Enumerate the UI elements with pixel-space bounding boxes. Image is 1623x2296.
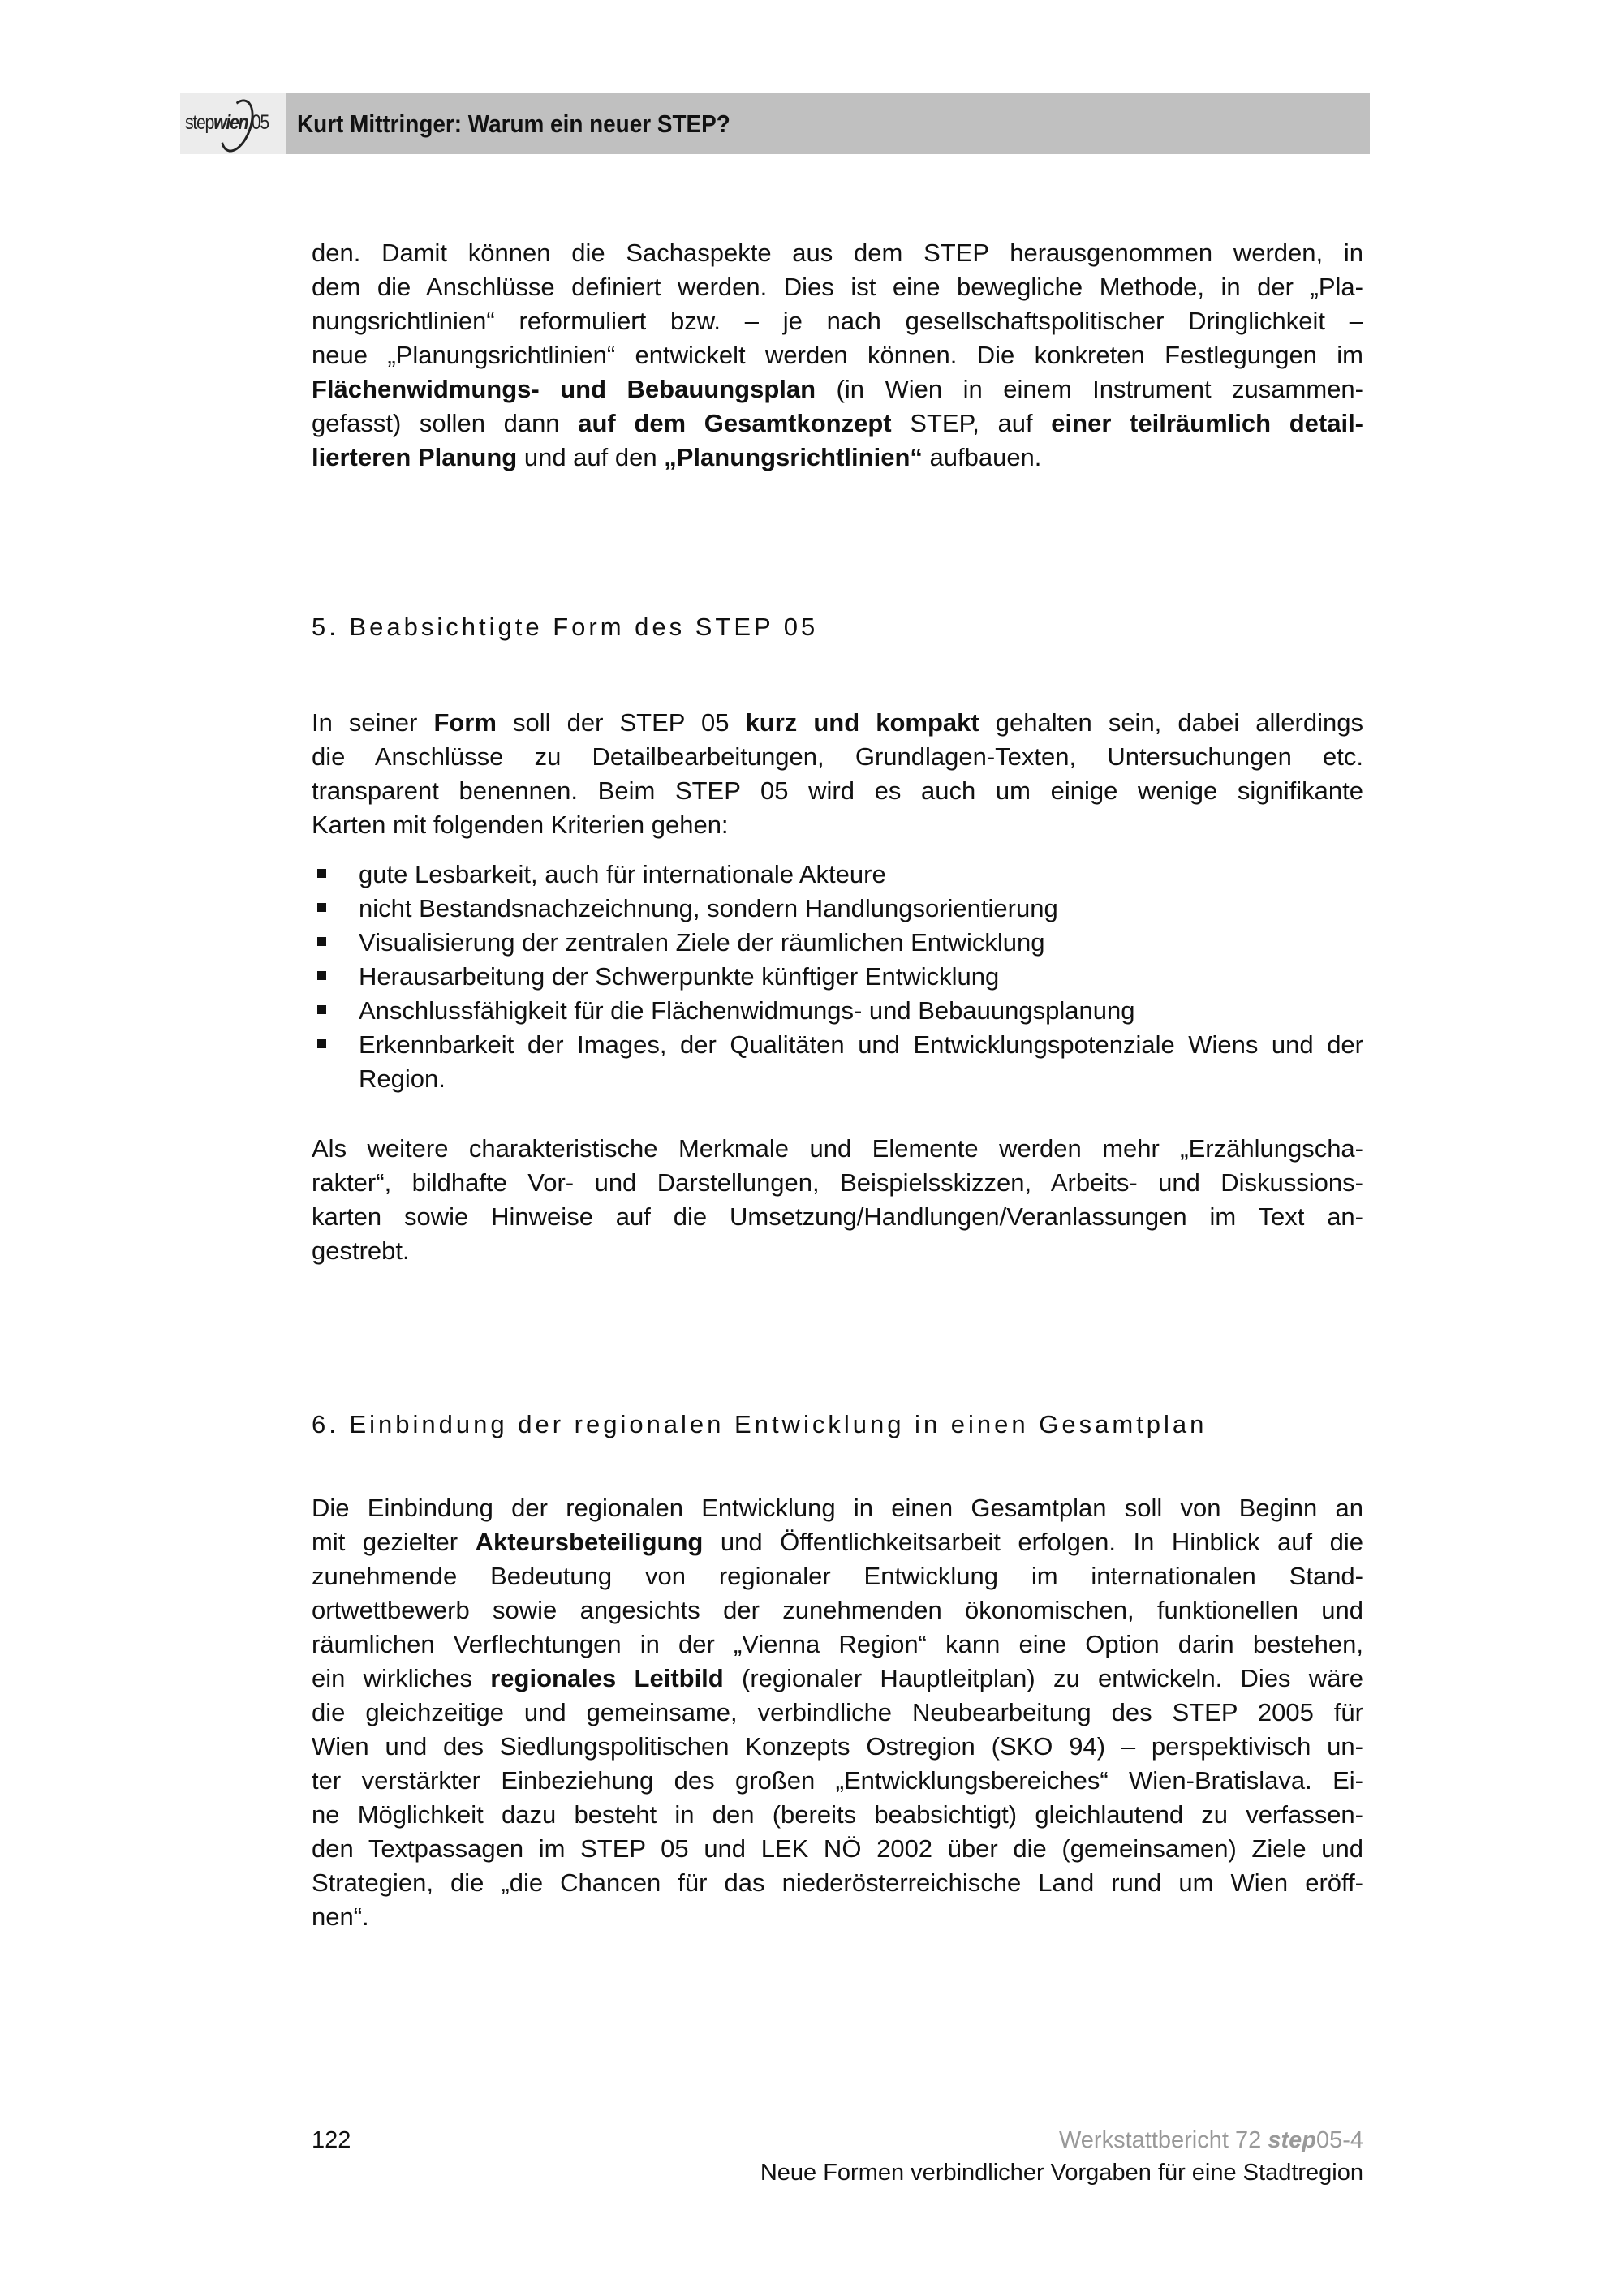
text-run: Karten mit folgenden Kriterien gehen: bbox=[312, 810, 729, 839]
section-heading-5: 5. Beabsichtigte Form des STEP 05 bbox=[312, 613, 819, 641]
text-run: nen“. bbox=[312, 1903, 369, 1931]
square-bullet-icon bbox=[317, 869, 326, 878]
text-run: Wien und des Siedlungspolitischen Konzepts Ostregion (SKO 94) – perspektivisch un- bbox=[312, 1732, 1363, 1761]
footer-series-step: step bbox=[1268, 2127, 1316, 2153]
text-line bbox=[312, 706, 1363, 740]
text-run: ein wirkliches bbox=[312, 1664, 491, 1692]
text-run: gefasst) sollen dann bbox=[312, 409, 579, 437]
bold-text-run: „Planungsrichtlinien“ bbox=[664, 443, 923, 471]
list-item-text: gute Lesbarkeit, auch für internationale Akteure bbox=[359, 860, 886, 888]
text-line bbox=[312, 1866, 1363, 1900]
text-line bbox=[312, 1234, 1363, 1268]
text-line bbox=[312, 1166, 1363, 1200]
text-run: karten sowie Hinweise auf die Umsetzung/Handlungen/Veranlassungen im Text an- bbox=[312, 1202, 1363, 1231]
list-item-text: Herausarbeitung der Schwerpunkte künftiger Entwicklung bbox=[359, 962, 1000, 991]
text-run: die Anschlüsse zu Detailbearbeitungen, Grundlagen-Texten, Untersuchungen etc. bbox=[312, 742, 1363, 771]
text-run: dem die Anschlüsse definiert werden. Dies ist eine bewegliche Methode, in der „Pla- bbox=[312, 273, 1363, 301]
text-line bbox=[312, 338, 1363, 372]
text-line bbox=[312, 406, 1363, 441]
text-run: den. Damit können die Sachaspekte aus dem STEP herausgenommen werden, in bbox=[312, 239, 1363, 267]
square-bullet-icon bbox=[317, 1005, 326, 1014]
list-item-text: Erkennbarkeit der Images, der Qualitäten und Entwicklungspotenziale Wiens und der Region. bbox=[359, 1030, 1363, 1093]
bold-text-run: Akteursbeteiligung bbox=[475, 1528, 704, 1556]
text-run: (in Wien in einem Instrument zusammen- bbox=[816, 375, 1363, 403]
footer-subtitle: Neue Formen verbindlicher Vorgaben für eine Stadtregion bbox=[760, 2160, 1363, 2186]
list-item bbox=[312, 960, 1363, 994]
list-item bbox=[312, 926, 1363, 960]
section-heading-6: 6. Einbindung der regionalen Entwicklung in einen Gesamtplan bbox=[312, 1410, 1208, 1438]
text-line bbox=[312, 1832, 1363, 1866]
list-item bbox=[312, 892, 1363, 926]
text-run: Als weitere charakteristische Merkmale und Elemente werden mehr „Erzählungscha- bbox=[312, 1134, 1363, 1163]
list-item bbox=[312, 994, 1363, 1028]
bold-text-run: auf dem Gesamtkonzept bbox=[578, 409, 892, 437]
list-item bbox=[312, 858, 1363, 892]
text-run: In seiner bbox=[312, 708, 434, 737]
text-run: und Öffentlichkeitsarbeit erfolgen. In Hinblick auf die bbox=[703, 1528, 1363, 1556]
text-run: Strategien, die „die Chancen für das niederösterreichische Land rund um Wien eröff- bbox=[312, 1868, 1363, 1897]
text-line bbox=[312, 1200, 1363, 1234]
text-run: den Textpassagen im STEP 05 und LEK NÖ 2002 über die (gemeinsamen) Ziele und bbox=[312, 1834, 1363, 1863]
criteria-list bbox=[312, 858, 1363, 1096]
text-line bbox=[312, 740, 1363, 774]
bold-text-run: lierteren Planung bbox=[312, 443, 518, 471]
text-line bbox=[312, 441, 1363, 475]
bold-text-run: regionales Leitbild bbox=[490, 1664, 724, 1692]
text-run: STEP, auf bbox=[891, 409, 1052, 437]
footer-series-text: Werkstattbericht 72 bbox=[1058, 2127, 1268, 2153]
text-line bbox=[312, 1662, 1363, 1696]
bold-text-run: Flächenwidmungs- und Bebauungsplan bbox=[312, 375, 816, 403]
text-line bbox=[312, 808, 1363, 842]
paragraph-2 bbox=[312, 706, 1363, 842]
text-run: aufbauen. bbox=[922, 443, 1042, 471]
square-bullet-icon bbox=[317, 1039, 326, 1048]
paragraph-1 bbox=[312, 236, 1363, 475]
list-item-text: Anschlussfähigkeit für die Flächenwidmungs- und Bebauungsplanung bbox=[359, 996, 1135, 1025]
text-run: räumlichen Verflechtungen in der „Vienna Region“ kann eine Option darin bestehen, bbox=[312, 1630, 1363, 1658]
text-run: die gleichzeitige und gemeinsame, verbindliche Neubearbeitung des STEP 2005 für bbox=[312, 1698, 1363, 1726]
text-run: ter verstärkter Einbeziehung des großen „Entwicklungsbereiches“ Wien-Bratislava. Ei- bbox=[312, 1766, 1363, 1795]
text-line bbox=[312, 1491, 1363, 1525]
bold-text-run: Form bbox=[433, 708, 497, 737]
text-run: neue „Planungsrichtlinien“ entwickelt werden können. Die konkreten Festlegungen im bbox=[312, 341, 1363, 369]
page-number: 122 bbox=[312, 2127, 351, 2153]
paragraph-3 bbox=[312, 1132, 1363, 1268]
text-line bbox=[312, 1900, 1363, 1934]
text-line bbox=[312, 372, 1363, 406]
text-run: zunehmende Bedeutung von regionaler Entwicklung im internationalen Stand- bbox=[312, 1562, 1363, 1590]
page-header bbox=[180, 93, 1370, 154]
bold-text-run: kurz und kompakt bbox=[745, 708, 979, 737]
text-line bbox=[312, 1593, 1363, 1627]
text-run: gehalten sein, dabei allerdings bbox=[979, 708, 1363, 737]
text-run: rakter“, bildhafte Vor- und Darstellungen, Beispielsskizzen, Arbeits- und Diskussions- bbox=[312, 1168, 1363, 1197]
text-line bbox=[312, 1627, 1363, 1662]
text-run: und auf den bbox=[517, 443, 665, 471]
paragraph-4 bbox=[312, 1491, 1363, 1934]
text-line bbox=[312, 1525, 1363, 1559]
header-title: Kurt Mittringer: Warum ein neuer STEP? bbox=[297, 110, 730, 138]
text-line bbox=[312, 1132, 1363, 1166]
text-run: ortwettbewerb sowie angesichts der zunehmenden ökonomischen, funktionellen und bbox=[312, 1596, 1363, 1624]
footer-series bbox=[1059, 2127, 1363, 2154]
square-bullet-icon bbox=[317, 903, 326, 912]
bold-text-run: einer teilräumlich detail- bbox=[1051, 409, 1363, 437]
text-run: mit gezielter bbox=[312, 1528, 476, 1556]
text-line bbox=[312, 1730, 1363, 1764]
text-run: soll der STEP 05 bbox=[496, 708, 746, 737]
list-item bbox=[312, 1028, 1363, 1096]
text-line bbox=[312, 1696, 1363, 1730]
text-line bbox=[312, 1798, 1363, 1832]
stepwien-logo: stepwien.05 bbox=[180, 93, 286, 154]
text-run: transparent benennen. Beim STEP 05 wird es auch um einige wenige signifikante bbox=[312, 776, 1363, 805]
text-line bbox=[312, 774, 1363, 808]
text-line bbox=[312, 236, 1363, 270]
text-line bbox=[312, 304, 1363, 338]
text-run: ne Möglichkeit dazu besteht in den (bereits beabsichtigt) gleichlautend zu verfassen- bbox=[312, 1800, 1363, 1829]
square-bullet-icon bbox=[317, 937, 326, 946]
text-line bbox=[312, 1559, 1363, 1593]
text-run: Die Einbindung der regionalen Entwicklung in einen Gesamtplan soll von Beginn an bbox=[312, 1494, 1363, 1522]
list-item-text: Visualisierung der zentralen Ziele der räumlichen Entwicklung bbox=[359, 928, 1045, 957]
text-line bbox=[312, 270, 1363, 304]
list-item-text: nicht Bestandsnachzeichnung, sondern Handlungsorientierung bbox=[359, 894, 1058, 922]
text-run: nungsrichtlinien“ reformuliert bzw. – je nach gesellschaftspolitischer Dringlichkeit – bbox=[312, 307, 1363, 335]
text-run: (regionaler Hauptleitplan) zu entwickeln. Dies wäre bbox=[723, 1664, 1363, 1692]
text-run: gestrebt. bbox=[312, 1236, 410, 1265]
text-line bbox=[312, 1764, 1363, 1798]
footer-series-number: 05-4 bbox=[1315, 2127, 1363, 2153]
square-bullet-icon bbox=[317, 971, 326, 980]
